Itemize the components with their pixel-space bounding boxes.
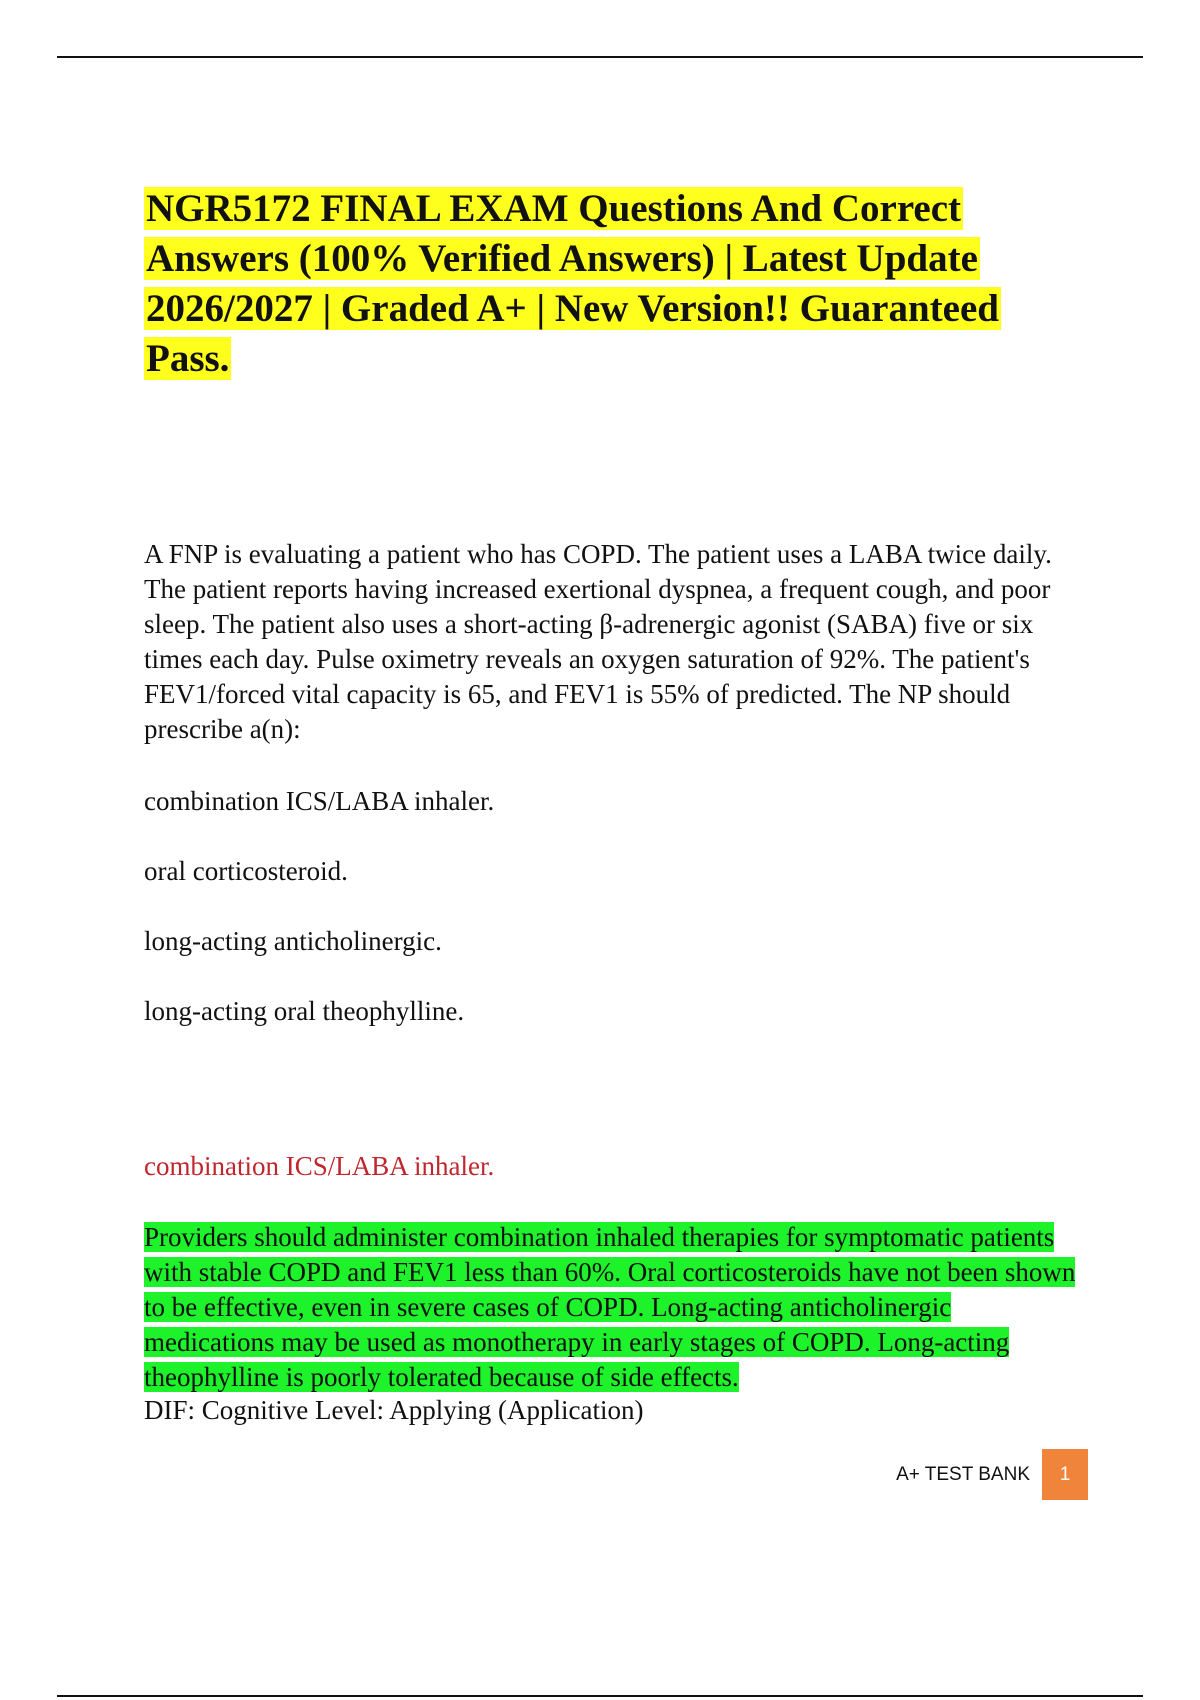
page-number-badge: 1 [1042,1449,1088,1500]
option-a: combination ICS/LABA inhaler. [144,786,495,816]
rationale-text [144,1220,1084,1395]
correct-answer: combination ICS/LABA inhaler. [144,1151,495,1181]
rationale-highlight: Providers should administer combination inhaled therapies for symptomatic patients with stable COPD and FEV1 less than 60%. Oral corticosteroids have not been shown to be effective, even in severe cases of COPD. Long-acting anticholinergic medications may be used as monotherapy in early stages of COPD. Long-acting theophylline is poorly tolerated because of side effects. [144,1222,1076,1392]
bottom-rule [57,1695,1143,1697]
top-rule [57,56,1143,58]
question-text: A FNP is evaluating a patient who has COPD. The patient uses a LABA twice daily. The patient reports having increased exertional dyspnea, a frequent cough, and poor sleep. The patient also uses a short-acting β-adrenergic agonist (SABA) five or six times each day. Pulse oximetry reveals an oxygen saturation of 92%. The patient's FEV1/forced vital capacity is 65, and FEV1 is 55% of predicted. The NP should prescribe a(n): [144,539,1052,744]
option-d: long-acting oral theophylline. [144,996,465,1026]
dif-level: DIF: Cognitive Level: Applying (Application) [144,1395,644,1425]
title-block [144,184,1044,384]
footer-label: A+ TEST BANK [896,1463,1030,1485]
page-footer [896,1449,1088,1500]
option-b: oral corticosteroid. [144,856,348,886]
title-highlight: NGR5172 FINAL EXAM Questions And Correct Answers (100% Verified Answers) | Latest Update 2026/2027 | Graded A+ | New Version!! Guaranteed Pass. [146,187,999,380]
document-title [144,184,1044,384]
option-c: long-acting anticholinergic. [144,926,442,956]
answer-options [144,784,1044,1064]
